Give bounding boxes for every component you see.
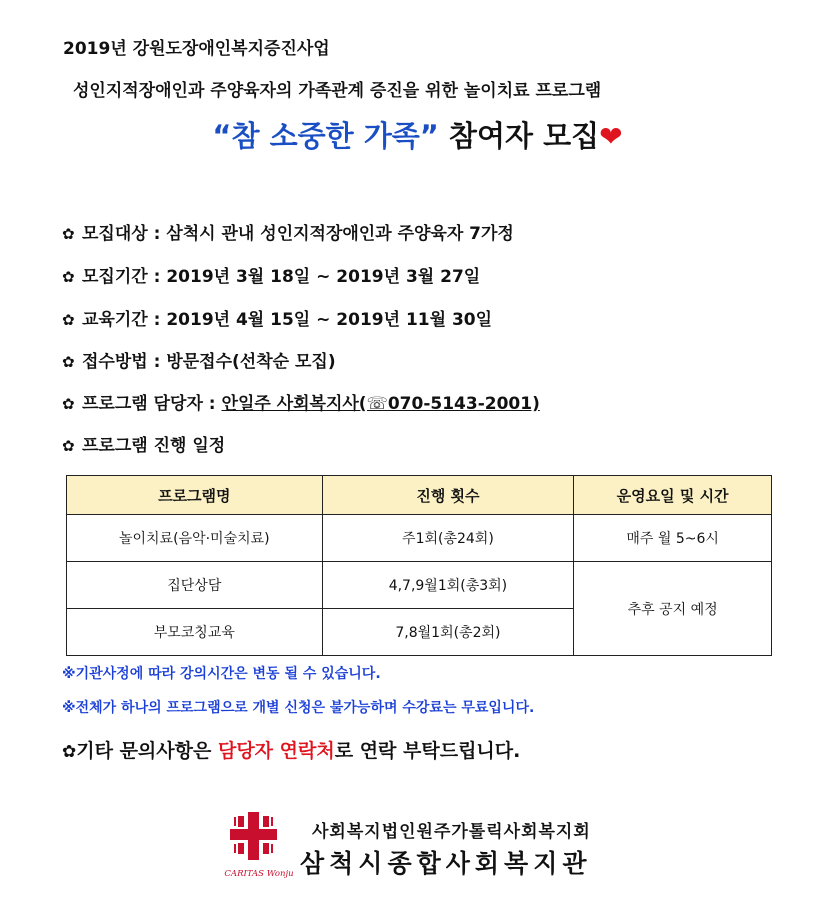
detail-value: 2019년 3월 18일 ~ 2019년 3월 27일 (166, 267, 481, 287)
page-title (0, 114, 835, 155)
cell-program: 집단상담 (67, 562, 323, 609)
flower-bullet-icon: ✿ (62, 311, 75, 329)
detail-target (62, 219, 514, 244)
flower-bullet-icon: ✿ (62, 353, 75, 371)
header-count: 진행 횟수 (322, 476, 574, 515)
final-before: 기타 문의사항은 (76, 740, 218, 762)
cell-program: 부모코칭교육 (67, 609, 323, 656)
cell-program: 놀이치료(음악·미술치료) (67, 515, 323, 562)
cell-time: 매주 월 5~6시 (574, 515, 772, 562)
detail-education-period (62, 305, 492, 330)
header-line-2: 성인지적장애인과 주양육자의 가족관계 증진을 위한 놀이치료 프로그램 (73, 81, 602, 101)
detail-contact (62, 389, 540, 414)
table-row (67, 515, 772, 562)
flower-bullet-icon: ✿ (62, 437, 75, 455)
org-name-1: 사회복지법인원주가톨릭사회복지회 (312, 822, 591, 842)
note-2: ※전체가 하나의 프로그램으로 개별 신청은 불가능하며 수강료는 무료입니다. (62, 700, 535, 716)
detail-schedule-heading (62, 431, 225, 456)
detail-value: 방문접수(선착순 모집) (166, 352, 336, 372)
header-line-1: 2019년 강원도장애인복지증진사업 (63, 39, 330, 59)
schedule-table (66, 475, 772, 656)
flower-bullet-icon: ✿ (62, 395, 75, 413)
org-name-2: 삼척시종합사회복지관 (300, 849, 592, 878)
contact-value: 안일주 사회복지사(☏070-5143-2001) (221, 394, 540, 414)
detail-application-method (62, 347, 336, 372)
table-row (67, 562, 772, 609)
final-highlight: 담당자 연락처 (217, 740, 335, 762)
detail-label: 모집대상 : (82, 224, 167, 244)
cell-count: 주1회(총24회) (322, 515, 574, 562)
detail-label: 모집기간 : (82, 267, 167, 287)
final-message (62, 736, 520, 763)
table-header-row (67, 476, 772, 515)
final-after: 로 연락 부탁드립니다. (334, 740, 521, 762)
header-time: 운영요일 및 시간 (574, 476, 772, 515)
detail-value: 삼척시 관내 성인지적장애인과 주양육자 7가정 (166, 224, 514, 244)
cross-icon (230, 812, 277, 860)
caritas-logo (218, 810, 300, 882)
note-1: ※기관사정에 따라 강의시간은 변동 될 수 있습니다. (62, 666, 381, 682)
heart-icon: ❤ (599, 120, 623, 153)
title-quoted: “참 소중한 가족” (212, 119, 439, 153)
detail-label: 교육기간 : (82, 310, 167, 330)
detail-recruit-period (62, 262, 480, 287)
cell-time-merged: 추후 공지 예정 (574, 562, 772, 656)
flower-bullet-icon: ✿ (62, 268, 75, 286)
logo-text: CARITAS Wonju (224, 869, 294, 879)
detail-label: 프로그램 진행 일정 (82, 436, 226, 456)
cell-count: 4,7,9월1회(총3회) (322, 562, 574, 609)
detail-value: 2019년 4월 15일 ~ 2019년 11월 30일 (166, 310, 493, 330)
title-rest: 참여자 모집 (438, 119, 600, 153)
flower-bullet-icon: ✿ (62, 742, 77, 762)
detail-label: 프로그램 담당자 : (82, 394, 222, 414)
detail-label: 접수방법 : (82, 352, 167, 372)
cell-count: 7,8월1회(총2회) (322, 609, 574, 656)
flower-bullet-icon: ✿ (62, 225, 75, 243)
header-program: 프로그램명 (67, 476, 323, 515)
